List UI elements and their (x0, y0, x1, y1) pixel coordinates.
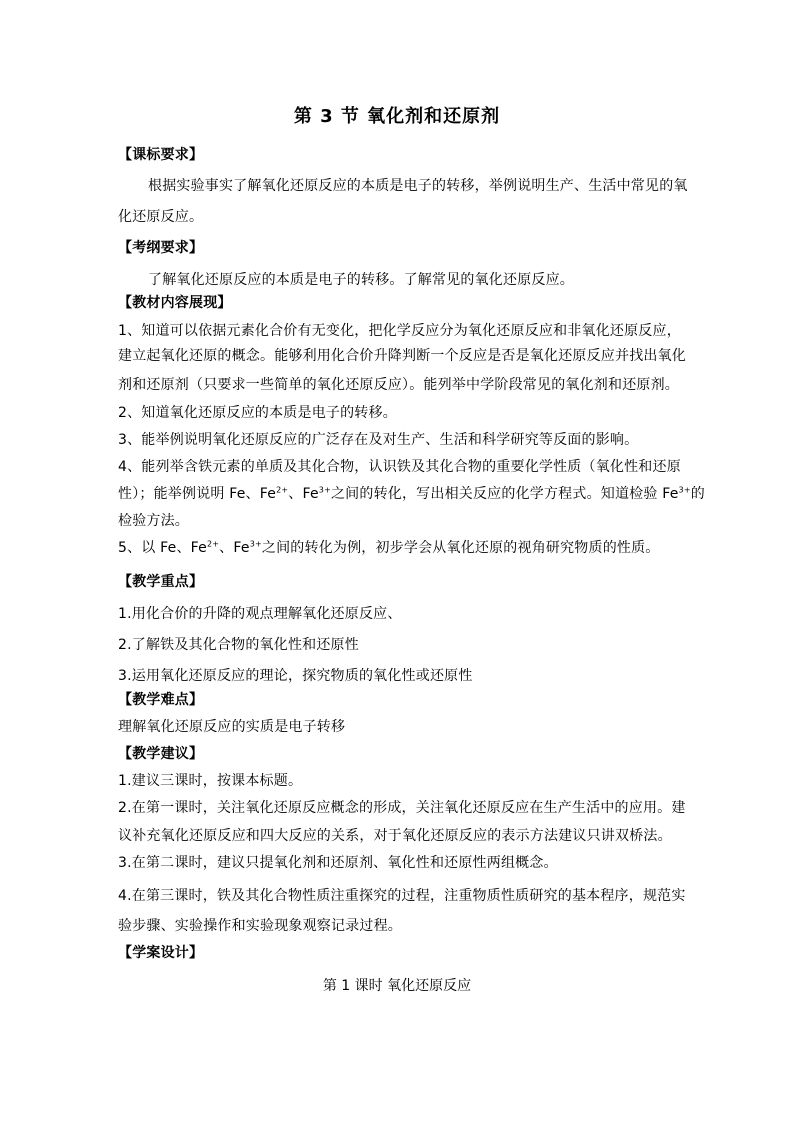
section-heading-design: 【学案设计】 (118, 945, 204, 961)
section-heading-key-points: 【教学重点】 (118, 574, 204, 590)
advice-item-2-line-2: 议补充氧化还原反应和四大反应的关系，对于氧化还原反应的表示方法建议只讲双桥法。 (118, 828, 672, 844)
advice-item-3: 3.在第二课时，建议只提氧化剂和还原剂、氧化性和还原性两组概念。 (118, 855, 558, 871)
content-item-5: 5、以 Fe、$Fe^{2+}$、$Fe^{3+}$之间的转化为例，初步学会从氧化还原的视角研究物质的性质。 (118, 539, 660, 556)
advice-item-2-line-1: 2.在第一课时，关注氧化还原反应概念的形成，关注氧化还原反应在生产生活中的应用。建 (118, 800, 686, 816)
key-point-3: 3.运用氧化还原反应的理论，探究物质的氧化性或还原性 (118, 668, 473, 684)
section-heading-difficulty: 【教学难点】 (118, 692, 204, 708)
curriculum-text-line-1: 根据实验事实了解氧化还原反应的本质是电子的转移，举例说明生产、生活中常见的氧 (148, 178, 688, 194)
content-item-1-line-3: 剂和还原剂（只要求一些简单的氧化还原反应）。能列举中学阶段常见的氧化剂和还原剂。 (118, 377, 679, 393)
content-item-3: 3、能举例说明氧化还原反应的广泛存在及对生产、生活和科学研究等反面的影响。 (118, 432, 639, 448)
advice-item-4-line-1: 4.在第三课时，铁及其化合物性质注重探究的过程，注重物质性质研究的基本程序，规范实 (118, 888, 686, 904)
curriculum-text-line-2: 化还原反应。 (118, 209, 204, 225)
difficulty-text: 理解氧化还原反应的实质是电子转移 (118, 719, 346, 735)
section-heading-advice: 【教学建议】 (118, 746, 204, 762)
page-title: 第 3 节 氧化剂和还原剂 (293, 106, 501, 127)
content-item-1-line-2: 建立起氧化还原的概念。能够利用化合价升降判断一个反应是否是氧化还原反应并找出氧化 (118, 348, 686, 364)
key-point-1: 1.用化合价的升降的观点理解氧化还原反应、 (118, 606, 402, 622)
content-item-4-line-2: 性）；能举例说明 Fe、$Fe^{2+}$、$Fe^{3+}$之间的转化，写出相关反应的化学方程式。知道检验 $Fe^{3+}$的 (118, 485, 705, 502)
section-heading-curriculum: 【课标要求】 (118, 147, 204, 163)
section-heading-content: 【教材内容展现】 (118, 295, 232, 311)
content-item-4-line-3: 检验方法。 (118, 513, 189, 529)
advice-item-1: 1.建议三课时，按课本标题。 (118, 773, 303, 789)
exam-text-line-1: 了解氧化还原反应的本质是电子的转移。了解常见的氧化还原反应。 (148, 272, 574, 288)
key-point-2: 2.了解铁及其化合物的氧化性和还原性 (118, 637, 359, 653)
content-item-2: 2、知道氧化还原反应的本质是电子的转移。 (118, 405, 397, 421)
advice-item-4-line-2: 验步骤、实验操作和实验现象观察记录过程。 (118, 918, 402, 934)
content-item-4-line-1: 4、能列举含铁元素的单质及其化合物，认识铁及其化合物的重要化学性质（氧化性和还原 (118, 459, 681, 475)
content-item-1-line-1: 1、知道可以依据元素化合价有无变化，把化学反应分为氧化还原反应和非氧化还原反应， (118, 323, 681, 339)
section-heading-exam: 【考纲要求】 (118, 240, 204, 256)
lesson-subtitle: 第 1 课时 氧化还原反应 (322, 978, 472, 994)
